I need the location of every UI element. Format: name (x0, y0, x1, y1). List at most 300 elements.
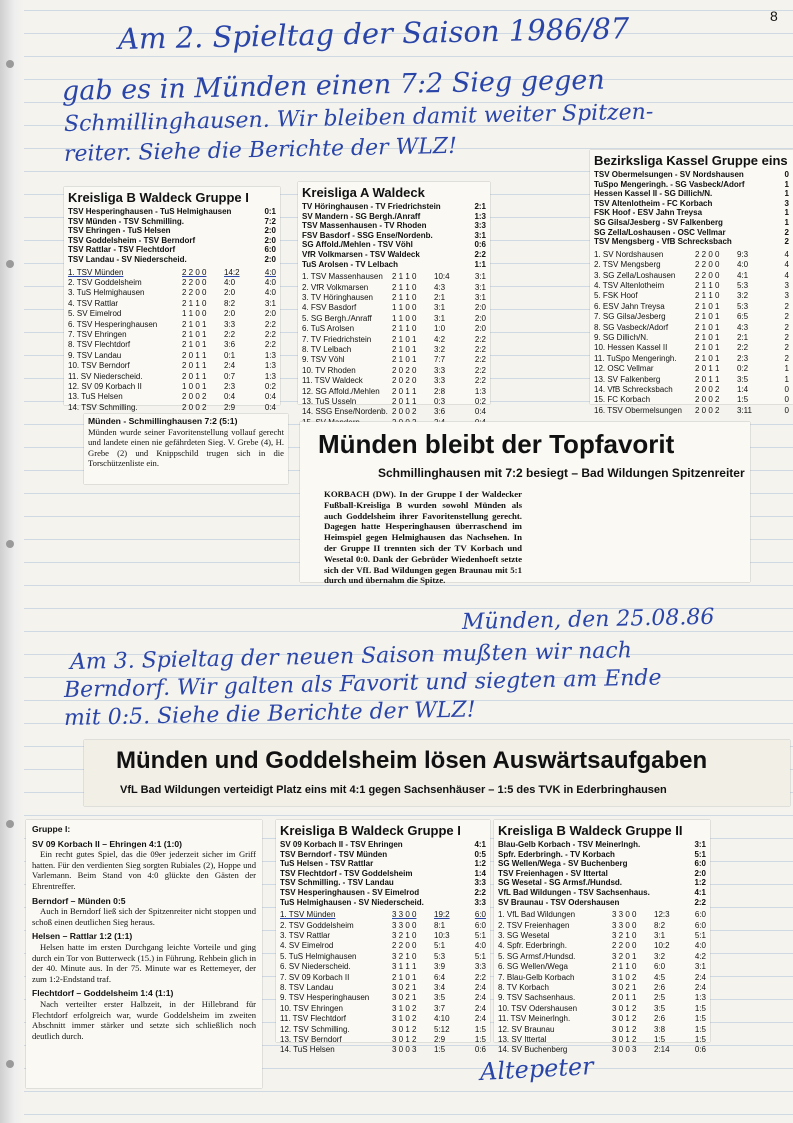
goals: 3:8 (654, 1024, 666, 1034)
points: 1:5 (694, 1014, 706, 1024)
table-row (594, 343, 789, 353)
results-list (498, 840, 706, 907)
points: 2:4 (474, 1003, 486, 1013)
goals: 2:9 (224, 402, 236, 412)
goals: 3:3 (224, 319, 236, 329)
table-row (498, 962, 706, 972)
table-row (68, 288, 276, 298)
goals: 3:2 (654, 951, 666, 961)
games-record: 2 2 0 0 (695, 260, 720, 270)
goals: 3:1 (434, 303, 446, 313)
team-name: 8. TV Lelbach (302, 345, 352, 354)
table-row (302, 397, 486, 407)
team-name: 9. TSV Landau (68, 350, 122, 360)
team-name: 8. TV Korbach (498, 983, 549, 992)
team-name: 2. VfR Volkmarsen (302, 282, 369, 292)
games-record: 2 1 1 0 (182, 298, 207, 308)
points: 2:4 (474, 993, 486, 1003)
team-name: 3. TV Höringhausen (302, 292, 374, 302)
team-name: 7. SG Gilsa/Jesberg (594, 312, 666, 322)
match-pairing: TSV Freienhagen - SV Ittertal (498, 868, 608, 878)
match-score: 2:0 (264, 235, 276, 245)
team-name: 12. SV Braunau (498, 1024, 555, 1034)
hand-date: Münden, den 25.08.86 (461, 604, 715, 635)
games-record: 2 0 0 2 (182, 402, 207, 412)
games-record: 2 1 0 1 (392, 972, 417, 982)
match-score: 3:3 (474, 221, 486, 231)
table-row (302, 314, 486, 324)
points: 3:1 (474, 272, 486, 282)
goals: 3:5 (434, 993, 446, 1003)
games-record: 1 1 0 0 (392, 313, 417, 323)
games-record: 3 2 1 0 (392, 930, 417, 940)
result-row (498, 878, 706, 888)
goals: 3:5 (654, 1003, 666, 1013)
games-record: 3 2 1 0 (392, 951, 417, 961)
match-pairing: FSV Basdorf - SSG Ense/Nordenb. (302, 230, 433, 240)
team-name: 6. ESV Jahn Treysa (594, 301, 665, 311)
team-name: 5. FSK Hoof (594, 291, 638, 301)
points: 4:0 (264, 267, 276, 277)
result-row (594, 218, 789, 228)
match-pairing: VfR Volkmarsen - TSV Waldeck (302, 249, 420, 259)
article-headline: Münden bleibt der Topfavorit (318, 429, 675, 459)
table-row (68, 299, 276, 309)
match-pairing: TuS Helsen - TSV Rattlar (280, 859, 374, 869)
goals: 2:3 (737, 353, 749, 363)
match-pairing: SV Braunau - TSV Odershausen (498, 897, 620, 907)
points: 6:0 (694, 910, 706, 920)
games-record: 3 0 0 3 (392, 1045, 417, 1055)
result-row (68, 245, 276, 255)
goals: 3:1 (434, 313, 446, 323)
match-pairing: SG Gilsa/Jesberg - SV Falkenberg (594, 217, 723, 227)
points: 2:0 (474, 303, 486, 313)
games-record: 2 0 0 2 (695, 395, 720, 405)
match-pairing: TuS Helmighausen - SV Niederscheid. (280, 897, 424, 907)
result-row (302, 221, 486, 231)
team-name: 9. TSV Vöhl (302, 355, 345, 365)
table-row (280, 941, 486, 951)
table-row (68, 340, 276, 350)
points: 0:6 (694, 1045, 706, 1055)
report-body: Helsen hatte im ersten Durchgang leichte Vorteile und ging durch ein Tor von Butterweck (15.) in Führung. Rehbein glich in der 40. Minute aus. In der 75. Minute war es Rettemeyer, der zum 1:2-Endstand traf. (32, 941, 256, 984)
match-pairing: TSV Berndorf - TSV Münden (280, 849, 388, 859)
games-record: 3 0 1 2 (392, 1024, 417, 1034)
match-pairing: TSV Landau - SV Niederscheid. (68, 254, 187, 264)
points: 2 (784, 343, 789, 353)
team-name: 11. TSV Flechtdorf (280, 1014, 346, 1024)
binder-margin (0, 0, 24, 1123)
points: 3 (784, 291, 789, 301)
games-record: 2 0 1 1 (695, 364, 720, 374)
article-subhead: Schmillinghausen mit 7:2 besiegt – Bad Wildungen Spitzenreiter (378, 466, 745, 480)
match-score: 3:3 (474, 878, 486, 888)
table-kreisliga-b-gruppe1 (64, 187, 280, 412)
games-record: 2 1 1 0 (612, 962, 637, 972)
points: 3:1 (474, 292, 486, 302)
team-name: 4. TSV Altenlotheim (594, 280, 665, 290)
points: 0:4 (264, 392, 276, 402)
team-name: 7. TV Friedrichstein (302, 334, 372, 344)
games-record: 2 1 0 1 (392, 355, 417, 365)
table-kreisliga-b-gruppe1-2 (276, 820, 490, 1055)
team-name: 14. VfB Schrecksbach (594, 385, 673, 395)
table-row (280, 1004, 486, 1014)
goals: 8:2 (654, 920, 666, 930)
table-row (594, 302, 789, 312)
results-list (302, 202, 486, 269)
team-name: 13. TuS Usseln (302, 397, 357, 407)
goals: 2:5 (654, 993, 666, 1003)
match-pairing: TV Höringhausen - TV Friedrichstein (302, 202, 441, 211)
points: 3:1 (474, 282, 486, 292)
team-name: 10. TSV Odershausen (498, 1003, 578, 1013)
goals: 8:2 (224, 298, 236, 308)
team-name: 5. SG Armsf./Hundsd. (498, 951, 576, 961)
result-row (68, 226, 276, 236)
table-title: Kreisliga B Waldeck Gruppe I (280, 823, 461, 838)
goals: 7:7 (434, 355, 446, 365)
goals: 4:1 (737, 270, 749, 280)
table-row (68, 361, 276, 371)
points: 2:2 (474, 972, 486, 982)
table-row (498, 983, 706, 993)
table-row (498, 993, 706, 1003)
goals: 3:3 (434, 376, 446, 386)
article-topfavorit (300, 422, 750, 586)
team-name: 9. SG Dillich/N. (594, 333, 649, 342)
hand-note-line: Berndorf. Wir galten als Favorit und siegten am Ende (63, 665, 662, 703)
match-pairing: TSV Obermelsungen - SV Nordshausen (594, 170, 744, 179)
table-row (302, 376, 486, 386)
games-record: 2 2 0 0 (182, 267, 207, 277)
result-row (302, 250, 486, 260)
points: 5:1 (474, 930, 486, 940)
results-list (594, 170, 789, 247)
table-row (594, 364, 789, 374)
points: 3 (784, 280, 789, 290)
goals: 3:4 (434, 983, 446, 992)
table-row (68, 351, 276, 361)
table-row (594, 385, 789, 395)
table-row (68, 403, 276, 413)
games-record: 2 0 0 2 (182, 392, 207, 402)
result-row (280, 888, 486, 898)
table-row (280, 973, 486, 983)
games-record: 2 0 2 0 (392, 376, 417, 386)
team-name: 14. SV Buchenberg (498, 1045, 568, 1055)
goals: 2:6 (654, 983, 666, 992)
article-goddelsheim-header (84, 740, 790, 806)
match-score: 2:2 (474, 249, 486, 259)
binder-hole (6, 60, 14, 68)
match-score: 2:0 (264, 226, 276, 236)
match-score: 2:2 (694, 897, 706, 907)
games-record: 1 1 0 0 (182, 309, 207, 319)
team-name: 4. SV Eimelrod (280, 941, 334, 951)
team-name: 5. SG Bergh./Anraff (302, 313, 372, 323)
games-record: 2 1 0 1 (695, 333, 720, 342)
points: 1:3 (474, 386, 486, 396)
games-record: 2 0 0 2 (695, 405, 720, 415)
games-record: 2 1 0 1 (695, 322, 720, 332)
table-row (302, 293, 486, 303)
article-headline: Münden und Goddelsheim lösen Auswärtsaufgaben (116, 747, 708, 774)
team-name: 9. TSV Sachsenhaus. (498, 993, 576, 1003)
result-row (68, 217, 276, 227)
goals: 3:9 (434, 962, 446, 972)
table-row (498, 1014, 706, 1024)
games-record: 2 1 1 0 (392, 282, 417, 292)
match-score: 0 (784, 170, 789, 179)
table-kreisliga-a (298, 182, 490, 417)
team-name: 3. TSV Rattlar (280, 930, 331, 940)
result-row (68, 236, 276, 246)
games-record: 2 1 1 0 (392, 272, 417, 282)
match-score: 1:3 (474, 211, 486, 221)
binder-hole (6, 260, 14, 268)
hand-note-line: gab es in Münden einen 7:2 Sieg gegen (61, 64, 606, 107)
team-name: 8. SG Vasbeck/Adorf (594, 322, 669, 332)
goals: 8:1 (434, 920, 446, 930)
points: 5:1 (474, 951, 486, 961)
match-pairing: VfL Bad Wildungen - TSV Sachsenhaus. (498, 887, 650, 897)
goals: 4:0 (737, 260, 749, 270)
team-name: 6. TSV Hesperinghausen (68, 319, 158, 329)
points: 0:2 (264, 382, 276, 392)
result-row (594, 189, 789, 199)
match-pairing: TuS Arolsen - TV Lelbach (302, 259, 399, 269)
table-kreisliga-b-gruppe2 (494, 820, 710, 1055)
table-row (280, 1035, 486, 1045)
team-name: 3. SG Wesetal (498, 930, 550, 940)
signature: Altepeter (479, 1052, 595, 1086)
match-pairing: TuSpo Mengeringh. - SG Vasbeck/Adorf (594, 179, 745, 189)
table-row (594, 260, 789, 270)
table-row (280, 1045, 486, 1055)
points: 1:3 (264, 350, 276, 360)
goals: 19:2 (434, 910, 450, 920)
team-name: 4. TSV Rattlar (68, 298, 119, 308)
table-title: Kreisliga B Waldeck Gruppe II (498, 823, 683, 838)
points: 1:5 (474, 1024, 486, 1034)
article-subhead: VfL Bad Wildungen verteidigt Platz eins mit 4:1 gegen Sachsenhäuser – 1:5 des TVK in Ederbringhausen (120, 784, 667, 796)
points: 1:3 (694, 993, 706, 1003)
goals: 4:2 (434, 334, 446, 344)
match-report-muenden (84, 414, 288, 484)
goals: 3:7 (434, 1003, 446, 1013)
points: 2 (784, 322, 789, 332)
goals: 2:1 (434, 292, 446, 302)
table-row (498, 973, 706, 983)
goals: 3:1 (654, 930, 666, 940)
table-row (302, 366, 486, 376)
points: 4 (784, 249, 789, 259)
goals: 10:2 (654, 941, 670, 951)
match-score: 3 (784, 198, 789, 208)
match-score: 0:5 (474, 849, 486, 859)
result-row (594, 170, 789, 180)
match-pairing: TSV Goddelsheim - TSV Berndorf (68, 235, 196, 245)
games-record: 3 3 0 0 (392, 910, 417, 920)
table-row (280, 931, 486, 941)
standings-list (498, 910, 706, 1056)
result-row (280, 898, 486, 908)
match-pairing: TSV Massenhausen - TV Rhoden (302, 221, 427, 231)
goals: 4:5 (654, 972, 666, 982)
goals: 5:3 (737, 301, 749, 311)
match-score: 7:2 (264, 216, 276, 226)
team-name: 11. SV Niederscheid. (68, 371, 143, 381)
table-row (498, 941, 706, 951)
match-score: 0:6 (474, 240, 486, 250)
report-body: Nach verteilter erster Halbzeit, in der Hillebrand für Flechtdorf erfolgreich war, wurde Goddelsheim im zweiten Abschnitt immer stärker und setzte sich schließlich noch deutlich durch. (32, 998, 256, 1041)
table-row (302, 407, 486, 417)
table-bezirksliga-kassel (590, 150, 793, 415)
table-row (280, 910, 486, 920)
table-row (498, 1004, 706, 1014)
games-record: 3 1 1 1 (392, 962, 417, 972)
games-record: 2 1 0 1 (392, 334, 417, 344)
points: 4:0 (694, 941, 706, 951)
goals: 2:3 (224, 382, 236, 392)
goals: 1:5 (737, 395, 749, 405)
team-name: 14. SSG Ense/Nordenb. (302, 407, 388, 417)
team-name: 5. TuS Helmighausen (280, 951, 357, 961)
table-row (302, 324, 486, 334)
goals: 5:12 (434, 1024, 450, 1034)
table-row (68, 320, 276, 330)
team-name: 10. TV Rhoden (302, 365, 356, 375)
goals: 1:5 (654, 1035, 666, 1045)
team-name: 10. Hessen Kassel II (594, 343, 668, 353)
table-row (280, 1025, 486, 1035)
table-row (594, 250, 789, 260)
points: 2:2 (474, 345, 486, 354)
goals: 0:3 (434, 397, 446, 407)
table-row (594, 406, 789, 416)
points: 2 (784, 312, 789, 322)
table-row (594, 291, 789, 301)
games-record: 2 0 1 1 (182, 361, 207, 371)
games-record: 2 2 0 0 (182, 288, 207, 298)
goals: 3:2 (434, 345, 446, 354)
result-row (498, 859, 706, 869)
table-row (302, 345, 486, 355)
goals: 9:3 (737, 249, 749, 259)
table-row (280, 952, 486, 962)
games-record: 2 0 0 2 (392, 407, 417, 417)
match-score: 2 (784, 237, 789, 247)
table-row (68, 278, 276, 288)
team-name: 10. TSV Ehringen (280, 1003, 344, 1013)
team-name: 1. TSV Massenhausen (302, 272, 383, 282)
goals: 10:4 (434, 272, 450, 282)
games-record: 3 1 0 2 (612, 972, 637, 982)
games-record: 2 0 1 1 (695, 374, 720, 384)
match-score: 5:1 (694, 849, 706, 859)
points: 0:4 (264, 402, 276, 412)
games-record: 1 1 0 0 (392, 303, 417, 313)
match-pairing: TSV Rattlar - TSV Flechtdorf (68, 245, 176, 255)
result-row (280, 840, 486, 850)
result-row (498, 850, 706, 860)
match-score: 4:1 (694, 887, 706, 897)
points: 0:2 (474, 397, 486, 407)
match-score: 3:3 (474, 897, 486, 907)
points: 2:0 (264, 309, 276, 319)
games-record: 2 1 0 1 (695, 353, 720, 363)
games-record: 3 3 0 0 (392, 920, 417, 930)
report-body: Münden wurde seiner Favoritenstellung vollauf gerecht und landete einen nie gefährdeten Sieg. V. Grebe (4), H. Grebe (2) und Knippschild trugen sich in die Torschützenliste ein. (88, 426, 284, 469)
table-row (594, 375, 789, 385)
table-row (594, 354, 789, 364)
match-score: 1 (784, 208, 789, 218)
match-pairing: Blau-Gelb Korbach - TSV Meinerlngh. (498, 840, 641, 849)
team-name: 13. SV Falkenberg (594, 374, 661, 384)
points: 2:2 (264, 340, 276, 350)
goals: 3:6 (434, 407, 446, 417)
match-score: 2 (784, 227, 789, 237)
team-name: 8. TSV Flechtdorf (68, 340, 131, 350)
goals: 6:5 (737, 312, 749, 322)
points: 2:0 (474, 324, 486, 334)
goals: 6:0 (654, 962, 666, 972)
games-record: 2 0 1 1 (392, 386, 417, 396)
team-name: 3. SG Zella/Loshausen (594, 270, 676, 280)
goals: 0:7 (224, 371, 236, 381)
table-title: Kreisliga A Waldeck (302, 185, 425, 200)
games-record: 3 0 1 2 (612, 1003, 637, 1013)
match-score: 1:4 (474, 868, 486, 878)
binder-hole (6, 820, 14, 828)
team-name: 1. TSV Münden (280, 910, 336, 920)
page-number: 8 (770, 8, 778, 24)
report-heading: Berndorf – Münden 0:5 (32, 895, 126, 906)
standings-list (280, 910, 486, 1056)
games-record: 3 0 1 2 (612, 1014, 637, 1024)
binder-hole (6, 1060, 14, 1068)
points: 4:2 (694, 951, 706, 961)
match-pairing: TSV Schmilling. - TSV Landau (280, 878, 394, 888)
points: 0:6 (474, 1045, 486, 1055)
points: 3:3 (474, 962, 486, 972)
match-pairing: SG Zella/Loshausen - OSC Vellmar (594, 227, 726, 237)
table-row (302, 387, 486, 397)
goals: 0:2 (737, 364, 749, 374)
result-row (68, 207, 276, 217)
games-record: 2 0 0 2 (695, 385, 720, 395)
team-name: 8. TSV Landau (280, 983, 334, 992)
points: 2:4 (694, 983, 706, 992)
goals: 2:2 (224, 330, 236, 339)
result-row (594, 228, 789, 238)
result-row (498, 888, 706, 898)
goals: 2:14 (654, 1045, 670, 1055)
table-row (498, 921, 706, 931)
result-row (68, 255, 276, 265)
goals: 6:4 (434, 972, 446, 982)
games-record: 3 2 1 0 (612, 930, 637, 940)
goals: 4:3 (737, 322, 749, 332)
team-name: 13. SV Ittertal (498, 1035, 547, 1045)
games-record: 2 1 0 1 (695, 343, 720, 353)
team-name: 7. Blau-Gelb Korbach (498, 972, 575, 982)
team-name: 7. SV 09 Korbach II (280, 972, 350, 982)
games-record: 2 2 0 0 (695, 270, 720, 280)
report-heading: Flechtdorf – Goddelsheim 1:4 (1:1) (32, 988, 174, 999)
